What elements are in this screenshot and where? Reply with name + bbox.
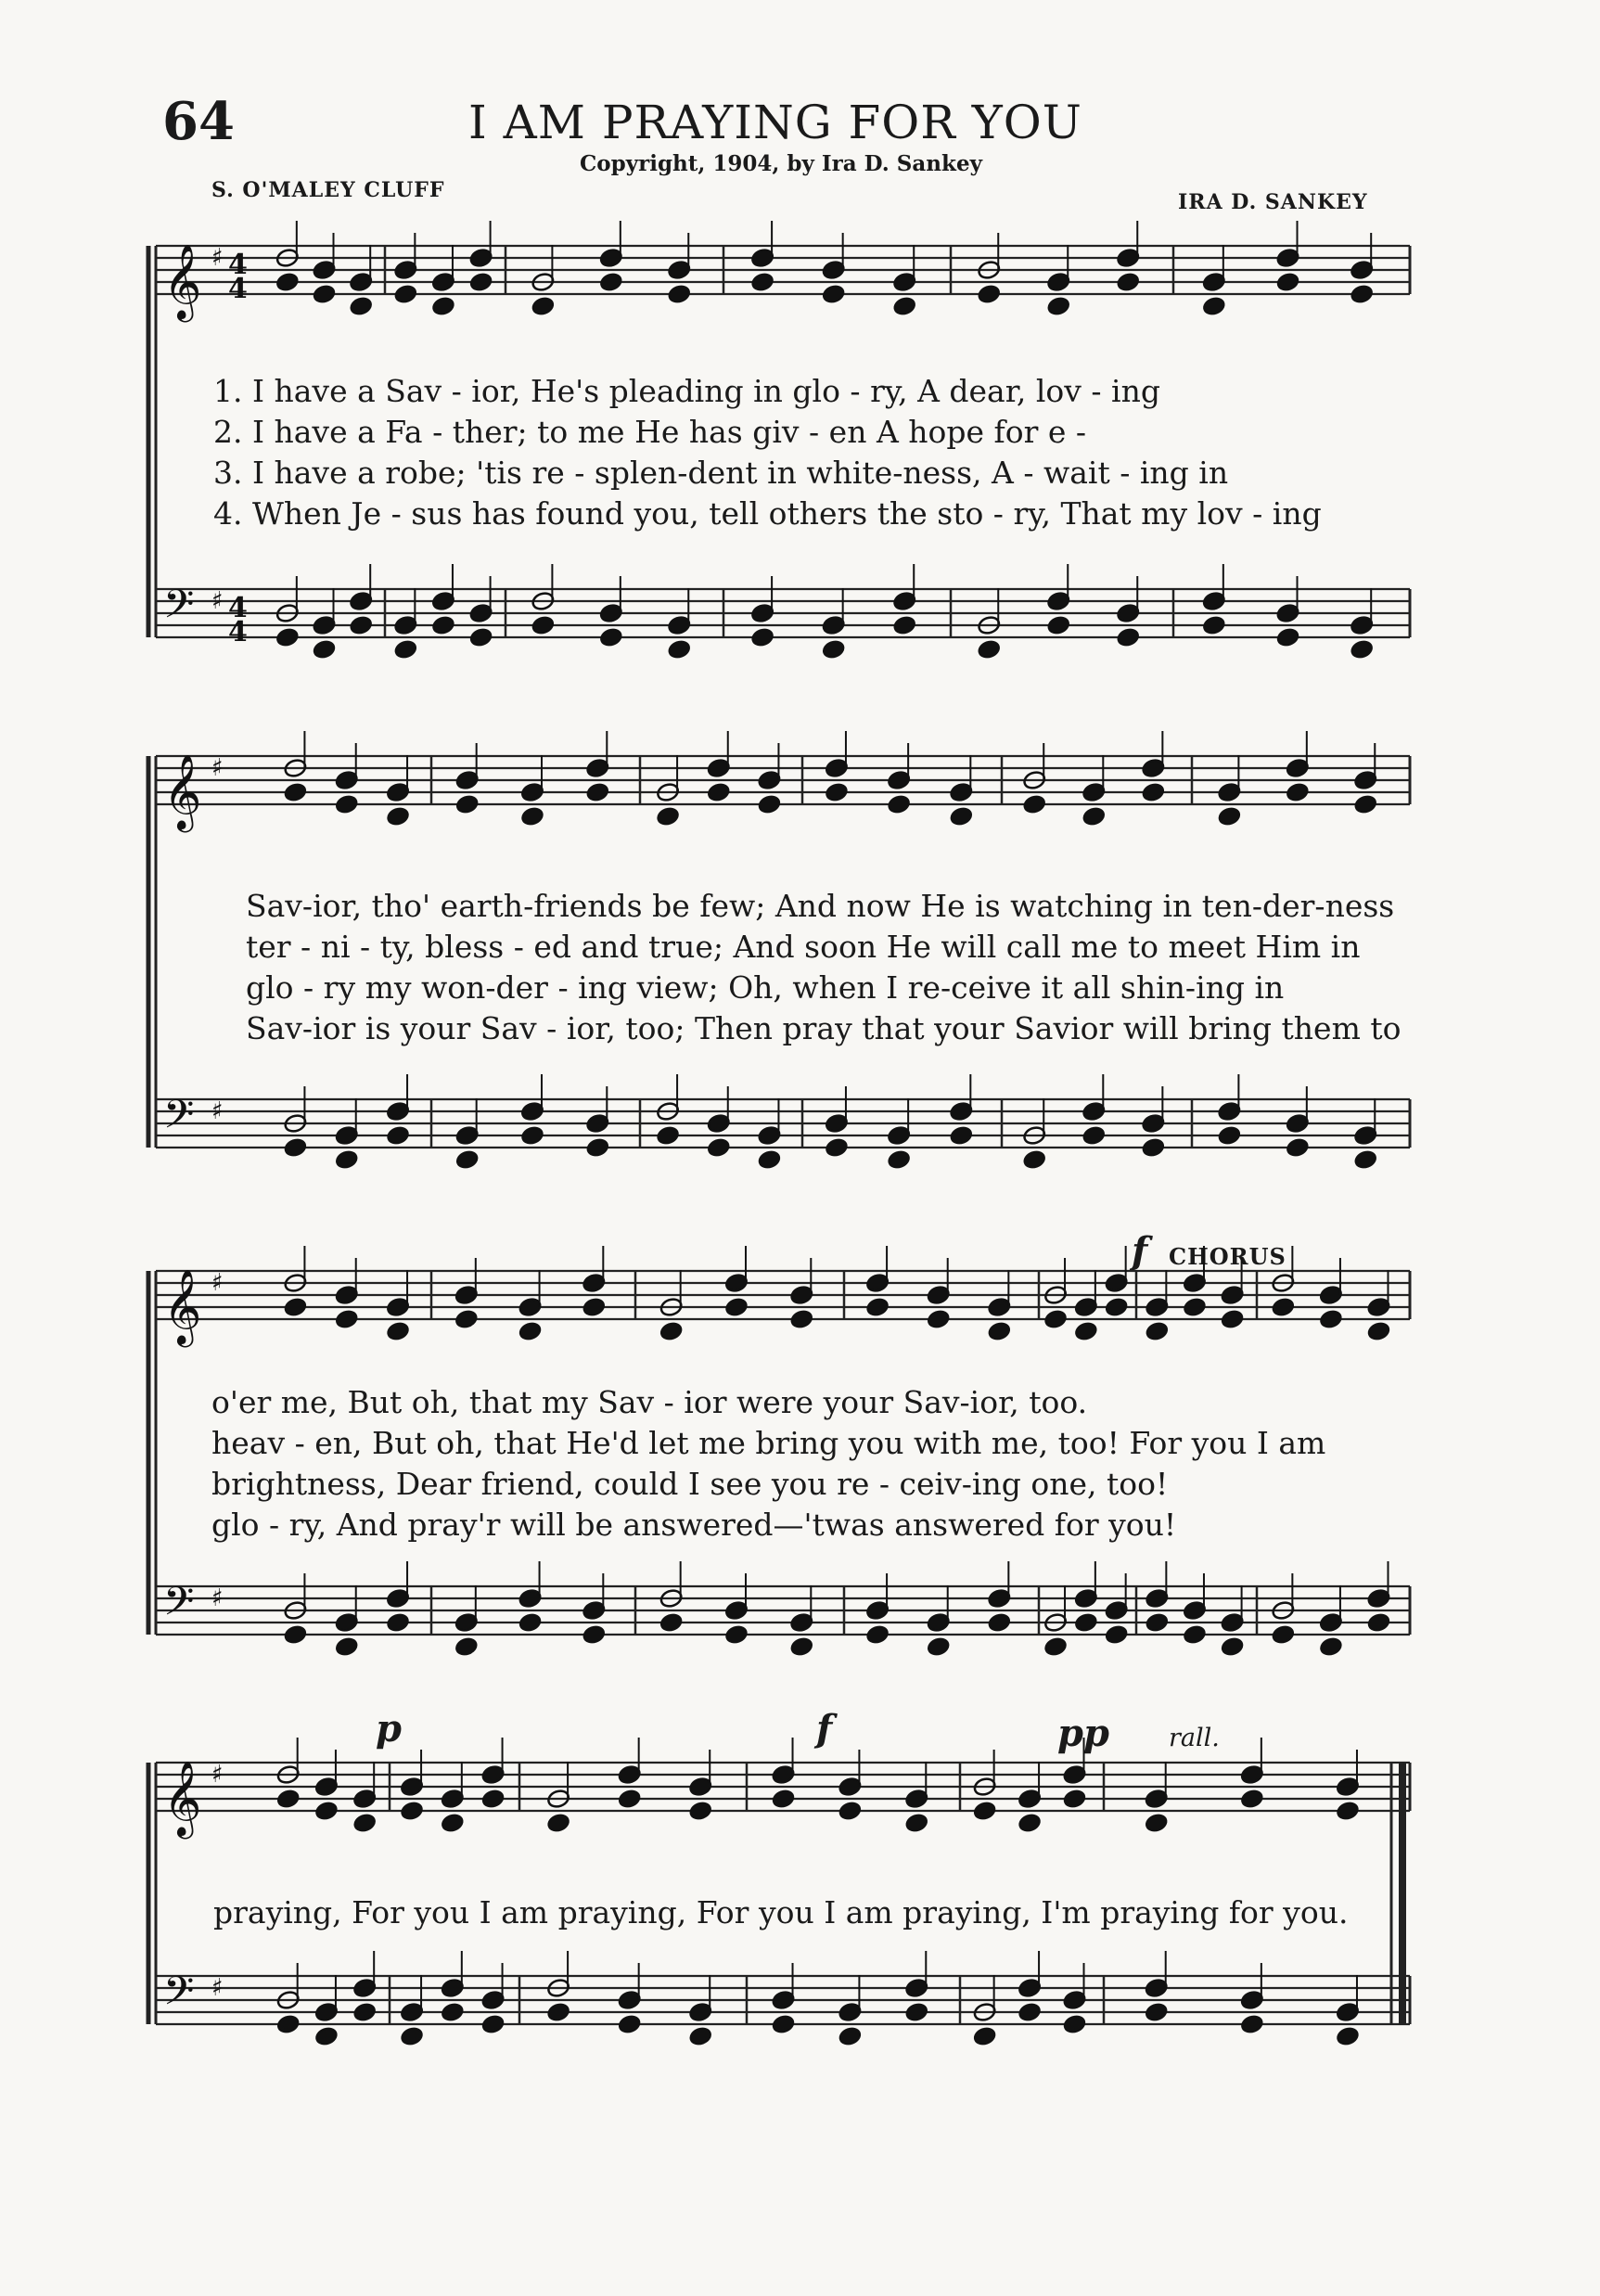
notehead [1145, 1612, 1169, 1634]
notehead [838, 2026, 862, 2047]
notehead [582, 1624, 606, 1646]
notehead [480, 1789, 505, 1810]
notehead [1319, 1309, 1343, 1330]
notehead [1043, 1636, 1068, 1658]
notehead [825, 782, 849, 803]
notehead [1240, 2014, 1264, 2035]
notehead [585, 782, 609, 803]
notehead [314, 1801, 339, 1822]
notehead [771, 2014, 795, 2035]
notehead [1350, 639, 1374, 661]
notehead [822, 284, 846, 305]
sharp-icon: ♯ [211, 244, 224, 272]
lyric-line: o'er me, But oh, that my Sav - ior were your Sav-ior, too. [211, 1384, 1088, 1420]
lyric-line: 1. I have a Sav - ior, He's pleading in glo - ry, A dear, lov - ing [213, 373, 1160, 409]
notehead [1275, 627, 1299, 648]
sharp-icon: ♯ [211, 1097, 224, 1125]
lyric-line: heav - en, But oh, that He'd let me bring you with me, too! For you I am [211, 1425, 1326, 1461]
notehead [1271, 1624, 1295, 1646]
notehead [400, 1801, 424, 1822]
notehead [1217, 1125, 1241, 1147]
notehead [1141, 782, 1165, 803]
notehead [1018, 2002, 1042, 2023]
notehead [1271, 1297, 1295, 1318]
notehead [1286, 782, 1310, 803]
notehead [1202, 296, 1226, 317]
notehead [352, 2002, 377, 2023]
composer-credit: IRA D. SANKEY [1178, 190, 1368, 214]
sharp-icon: ♯ [211, 1761, 224, 1789]
treble-clef-icon: 𝄞 [163, 1268, 202, 1344]
notehead [1022, 1149, 1046, 1171]
notehead [283, 1137, 307, 1159]
notehead [1221, 1636, 1245, 1658]
notehead [349, 615, 373, 636]
notehead [1043, 1309, 1068, 1330]
bass-clef-icon: 𝄢 [163, 1092, 195, 1148]
notehead [386, 1612, 410, 1634]
notehead [973, 1801, 997, 1822]
lyric-line: ter - ni - ty, bless - ed and true; And soon He will call me to meet Him in [246, 929, 1361, 965]
notehead [480, 2014, 505, 2035]
time-signature: 4 [228, 616, 248, 648]
lyricist-credit: S. O'MALEY CLUFF [211, 178, 445, 202]
notehead [892, 615, 916, 636]
notehead [349, 296, 373, 317]
notehead [1018, 1813, 1042, 1834]
notehead [1082, 1125, 1106, 1147]
notehead [1141, 1137, 1165, 1159]
notehead [1221, 1309, 1245, 1330]
notehead [1217, 806, 1241, 827]
notehead [393, 639, 417, 661]
notehead [904, 1813, 928, 1834]
notehead [335, 794, 359, 815]
notehead [887, 1149, 911, 1171]
notehead [987, 1612, 1011, 1634]
notehead [585, 1137, 609, 1159]
lyric-line: 3. I have a robe; 'tis re - splen-dent in white-ness, A - wait - ing in [213, 455, 1229, 491]
notehead [276, 1789, 301, 1810]
notehead [599, 272, 623, 293]
lyric-line: glo - ry my won-der - ing view; Oh, when I re-ceive it all shin-ing in [246, 969, 1285, 1006]
notehead [1074, 1321, 1098, 1342]
bass-clef-icon: 𝄢 [163, 582, 195, 637]
sharp-icon: ♯ [211, 1269, 224, 1297]
time-signature: 4 [228, 592, 248, 624]
notehead [892, 296, 916, 317]
notehead [750, 272, 774, 293]
notehead [1336, 2026, 1360, 2047]
notehead [335, 1149, 359, 1171]
forte-mark: f [1132, 1229, 1148, 1273]
notehead [1145, 1813, 1169, 1834]
notehead [927, 1309, 951, 1330]
notehead [352, 1813, 377, 1834]
sharp-icon: ♯ [211, 1584, 224, 1612]
notehead [431, 615, 455, 636]
notehead [977, 639, 1001, 661]
treble-clef-icon: 𝄞 [163, 1760, 202, 1836]
notehead [973, 2026, 997, 2047]
notehead [441, 1813, 465, 1834]
lyric-line: Sav-ior is your Sav - ior, too; Then pray that your Savior will bring them to [246, 1010, 1402, 1046]
notehead [904, 2002, 928, 2023]
time-signature: 4 [228, 273, 248, 305]
notehead [441, 2002, 465, 2023]
notehead [757, 794, 781, 815]
notehead [1183, 1624, 1207, 1646]
notehead [531, 296, 555, 317]
sharp-icon: ♯ [211, 587, 224, 615]
lyric-line: glo - ry, And pray'r will be answered—'twas answered for you! [211, 1507, 1177, 1543]
notehead [618, 2014, 642, 2035]
chorus-label: CHORUS [1169, 1243, 1286, 1270]
notehead [838, 1801, 862, 1822]
notehead [707, 1137, 731, 1159]
lyric-line: Sav-ior, tho' earth-friends be few; And now He is watching in ten-der-ness [246, 888, 1395, 924]
notehead [599, 627, 623, 648]
notehead [1145, 2002, 1169, 2023]
lyric-line: praying, For you I am praying, For you I am praying, I'm praying for you. [213, 1894, 1349, 1930]
notehead [520, 806, 544, 827]
notehead [455, 1149, 480, 1171]
notehead [1145, 1321, 1169, 1342]
notehead [1319, 1636, 1343, 1658]
notehead [276, 2014, 301, 2035]
copyright-line: Copyright, 1904, by Ira D. Sankey [580, 151, 982, 176]
notehead [667, 284, 691, 305]
notehead [987, 1321, 1011, 1342]
notehead [1240, 1789, 1264, 1810]
notehead [1286, 1137, 1310, 1159]
notehead [757, 1149, 781, 1171]
bass-clef-icon: 𝄢 [163, 1579, 195, 1635]
notehead [656, 806, 680, 827]
notehead [531, 615, 555, 636]
hymn-title: I AM PRAYING FOR YOU [468, 96, 1082, 149]
notehead [1336, 1801, 1360, 1822]
notehead [688, 1801, 712, 1822]
notehead [618, 1789, 642, 1810]
notehead [454, 1636, 479, 1658]
notehead [582, 1297, 606, 1318]
notehead [1353, 794, 1377, 815]
notehead [393, 284, 417, 305]
notehead [865, 1624, 890, 1646]
notehead [275, 272, 300, 293]
bass-clef-icon: 𝄢 [163, 1969, 195, 2024]
notehead [1046, 615, 1070, 636]
rall-mark: rall. [1169, 1724, 1220, 1752]
notehead [386, 1125, 410, 1147]
notehead [275, 627, 300, 648]
pianissimo-mark: pp [1057, 1712, 1109, 1755]
notehead [887, 794, 911, 815]
notehead [1275, 272, 1299, 293]
forte-mark: f [816, 1707, 833, 1751]
hymn-number: 64 [162, 91, 235, 152]
notehead [865, 1297, 890, 1318]
lyric-line: brightness, Dear friend, could I see you re - ceiv-ing one, too! [211, 1466, 1169, 1502]
notehead [977, 284, 1001, 305]
notehead [822, 639, 846, 661]
notehead [659, 1612, 684, 1634]
notehead [1353, 1149, 1377, 1171]
notehead [927, 1636, 951, 1658]
sharp-icon: ♯ [211, 754, 224, 782]
notehead [400, 2026, 424, 2047]
notehead [949, 806, 973, 827]
notehead [1366, 1321, 1390, 1342]
notehead [518, 1321, 542, 1342]
notehead [283, 1297, 307, 1318]
notehead [750, 627, 774, 648]
notehead [469, 272, 493, 293]
time-signature: 4 [228, 249, 248, 281]
notehead [546, 1813, 570, 1834]
notehead [789, 1636, 813, 1658]
notehead [1022, 794, 1046, 815]
notehead [431, 296, 455, 317]
notehead [1074, 1612, 1098, 1634]
notehead [454, 1309, 479, 1330]
notehead [1105, 1297, 1129, 1318]
treble-clef-icon: 𝄞 [163, 243, 202, 319]
notehead [386, 806, 410, 827]
notehead [659, 1321, 684, 1342]
notehead [1062, 1789, 1086, 1810]
notehead [707, 782, 731, 803]
notehead [825, 1137, 849, 1159]
notehead [1116, 627, 1140, 648]
notehead [771, 1789, 795, 1810]
notehead [688, 2026, 712, 2047]
notehead [724, 1297, 749, 1318]
notehead [546, 2002, 570, 2023]
notehead [283, 782, 307, 803]
notehead [724, 1624, 749, 1646]
notehead [1183, 1297, 1207, 1318]
notehead [1062, 2014, 1086, 2035]
notehead [1082, 806, 1106, 827]
notehead [667, 639, 691, 661]
notehead [312, 639, 336, 661]
notehead [518, 1612, 542, 1634]
notehead [335, 1309, 359, 1330]
notehead [656, 1125, 680, 1147]
notehead [520, 1125, 544, 1147]
notehead [283, 1624, 307, 1646]
notehead [1366, 1612, 1390, 1634]
notehead [386, 1321, 410, 1342]
notehead [949, 1125, 973, 1147]
notehead [312, 284, 336, 305]
notehead [1202, 615, 1226, 636]
sharp-icon: ♯ [211, 1974, 224, 2002]
notehead [1116, 272, 1140, 293]
piano-mark: p [376, 1707, 402, 1751]
notehead [1046, 296, 1070, 317]
notehead [314, 2026, 339, 2047]
lyric-line: 2. I have a Fa - ther; to me He has giv - en A hope for e - [213, 414, 1087, 450]
notehead [1105, 1624, 1129, 1646]
notehead [789, 1309, 813, 1330]
notehead [335, 1636, 359, 1658]
notehead [455, 794, 480, 815]
treble-clef-icon: 𝄞 [163, 753, 202, 829]
notehead [1350, 284, 1374, 305]
lyric-line: 4. When Je - sus has found you, tell others the sto - ry, That my lov - ing [213, 495, 1322, 532]
notehead [469, 627, 493, 648]
